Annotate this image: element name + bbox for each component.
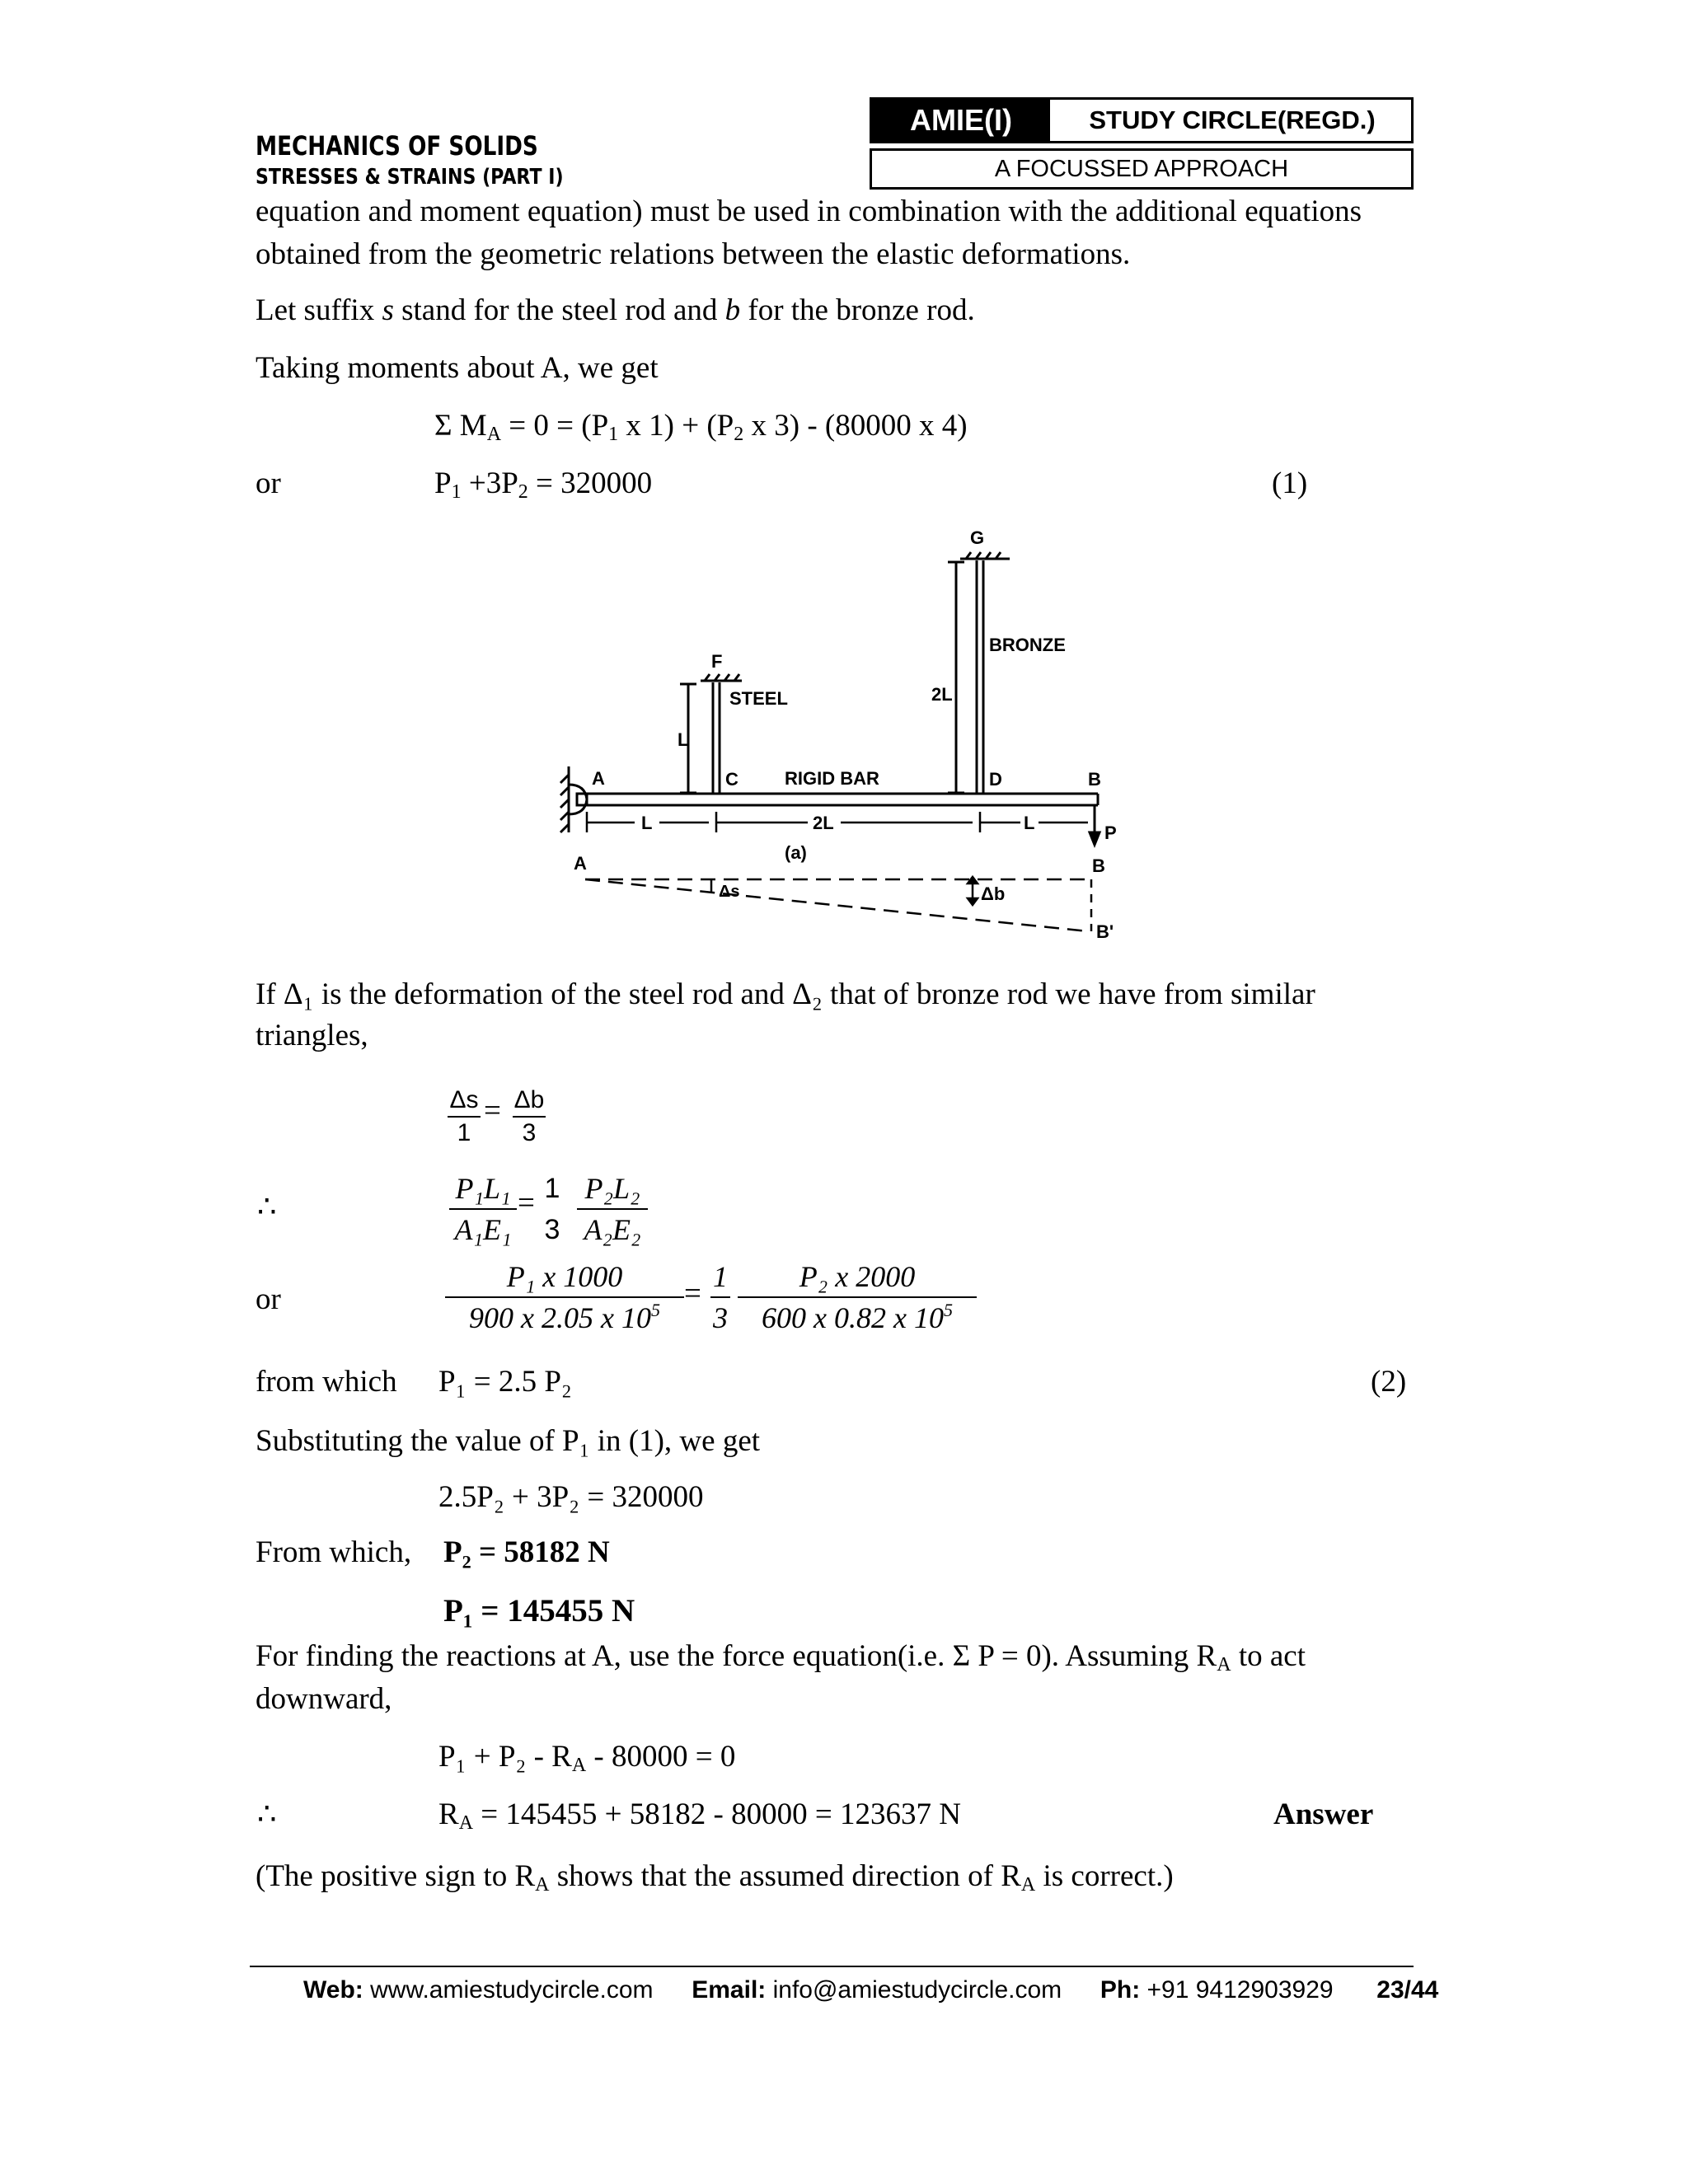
p2-result: P₂ = 58182 N <box>443 1535 610 1569</box>
text-span: s <box>382 293 394 327</box>
dimension-lines <box>587 812 1095 832</box>
label-c: C <box>725 769 738 790</box>
text-span: shows that the assumed direction of R <box>549 1859 1021 1893</box>
label-2l-vertical: 2L <box>931 684 953 705</box>
brand-left: AMIE(I) <box>872 100 1050 141</box>
label-l-vertical: L <box>678 729 689 750</box>
label-sub-a: (a) <box>785 842 807 863</box>
denominator: A₂E₂ <box>584 1213 641 1246</box>
text-span: for the bronze rod. <box>740 293 975 327</box>
deflected-shape <box>585 877 1091 931</box>
equation-number: (2) <box>1371 1365 1407 1399</box>
or-label: or <box>256 1282 281 1316</box>
load-arrow <box>1090 805 1100 845</box>
text-span: = 145455 + 58182 - 80000 = 123637 N <box>473 1797 961 1831</box>
denominator: A₁E₁ <box>454 1213 512 1246</box>
fraction-one-third-2 <box>710 1257 730 1338</box>
text-span: - 80000 = 0 <box>586 1740 736 1774</box>
label-d: D <box>989 769 1002 790</box>
text-span: +3P <box>461 466 518 500</box>
text-span: = 0 = (P <box>501 409 609 443</box>
therefore-symbol: ∴ <box>257 1797 277 1831</box>
numerator: P₂ x 2000 <box>799 1260 916 1293</box>
numerator: 1 <box>713 1260 728 1293</box>
numerator: Δb <box>513 1086 545 1113</box>
equation-2: P₁ = 2.5 P₂ <box>438 1365 572 1399</box>
brand-right: STUDY CIRCLE(REGD.) <box>1089 105 1376 134</box>
denominator: 3 <box>544 1214 560 1245</box>
label-g: G <box>970 527 985 548</box>
p1-result: P₁ = 145455 N <box>443 1593 635 1629</box>
from-which-label: From which, <box>256 1535 412 1569</box>
brand-box <box>870 97 1414 143</box>
subscript: A <box>571 1755 587 1776</box>
denominator: 1 <box>457 1119 471 1146</box>
text-span: R <box>438 1797 459 1831</box>
paragraph-line: downward, <box>256 1682 392 1716</box>
label-delta-s: Δs <box>719 883 740 901</box>
text-span: P₁ + P₂ - R <box>438 1740 572 1774</box>
fraction-bronze-values <box>738 1257 977 1338</box>
subscript: A <box>1217 1654 1231 1675</box>
text-span: is correct.) <box>1035 1859 1174 1893</box>
footer-web-link[interactable]: www.amiestudycircle.com <box>363 1976 654 2004</box>
equals-sign: = <box>518 1186 535 1220</box>
therefore-symbol: ∴ <box>257 1190 277 1224</box>
text-span: 900 x 2.05 x 10 <box>469 1301 651 1334</box>
exponent: 5 <box>943 1300 953 1320</box>
topic-title: STRESSES & STRAINS (PART I) <box>256 165 564 190</box>
rigid-bar <box>587 794 1098 805</box>
substitution-equation: 2.5P₂ + 3P₂ = 320000 <box>438 1480 704 1514</box>
text-span: x 1) + (P <box>618 409 734 443</box>
paragraph-line: triangles, <box>256 1019 368 1052</box>
from-which-label: from which <box>256 1365 397 1399</box>
label-dim-l2: L <box>1024 813 1035 833</box>
denominator: 3 <box>713 1301 728 1334</box>
denominator: 3 <box>522 1119 537 1146</box>
text-span: stand for the steel rod and <box>393 293 725 327</box>
footer-rule <box>250 1966 1414 1967</box>
paragraph-line <box>256 1638 1422 1675</box>
footer-phone: +91 9412903929 <box>1140 1976 1334 2004</box>
subscript: 2 <box>518 481 528 503</box>
footer <box>303 1976 1438 2004</box>
subscript: A <box>486 424 502 445</box>
subscript: 1 <box>608 424 619 445</box>
label-a: A <box>592 768 605 789</box>
equation-number: (1) <box>1272 466 1308 500</box>
label-dim-l1: L <box>641 813 653 833</box>
denominator <box>445 1298 684 1338</box>
numerator: Δs <box>449 1086 479 1113</box>
numerator: P₁L₁ <box>455 1172 511 1205</box>
or-label: or <box>256 466 281 500</box>
text-span: to act <box>1231 1639 1306 1673</box>
label-b2: B <box>1092 855 1105 876</box>
page-number: 23/44 <box>1376 1976 1439 2004</box>
text-span: For finding the reactions at A, use the force equation(i.e. Σ P = 0). Assuming R <box>256 1639 1217 1673</box>
equals-sign: = <box>484 1094 501 1127</box>
numerator: 1 <box>544 1173 560 1204</box>
text-span: (The positive sign to R <box>256 1859 536 1893</box>
paragraph-line: obtained from the geometric relations between the elastic deformations. <box>256 237 1131 271</box>
equals-sign: = <box>684 1277 701 1310</box>
footer-web-label: Web: <box>303 1976 363 2004</box>
subscript: 2 <box>734 424 744 445</box>
fraction-one-third <box>542 1169 562 1249</box>
text-span: b <box>724 293 741 327</box>
text-span: = 320000 <box>528 466 653 500</box>
tagline-box: A FOCUSSED APPROACH <box>870 148 1414 190</box>
label-a2: A <box>574 853 587 874</box>
label-rigid-bar: RIGID BAR <box>785 768 879 789</box>
label-dim-2l: 2L <box>813 813 834 833</box>
moment-equation <box>434 408 968 444</box>
numerator: P₁ x 1000 <box>506 1260 623 1293</box>
wall-support <box>560 766 587 832</box>
label-steel: STEEL <box>729 688 788 709</box>
denominator <box>738 1298 977 1338</box>
text-span: 600 x 0.82 x 10 <box>762 1301 944 1334</box>
bronze-rod <box>948 552 1010 794</box>
subscript: A <box>535 1874 550 1896</box>
exponent: 5 <box>650 1300 660 1320</box>
ratio-fraction-2 <box>513 1085 546 1149</box>
text-span: P <box>434 466 452 500</box>
paragraph-line: equation and moment equation) must be used in combination with the additional equations <box>256 194 1362 228</box>
label-b: B <box>1088 769 1101 790</box>
subject-title: MECHANICS OF SOLIDS <box>256 130 538 162</box>
label-p: P <box>1104 823 1117 843</box>
rigid-bar-figure <box>544 519 1137 948</box>
fraction-p2l2 <box>577 1169 648 1249</box>
footer-email-label: Email: <box>692 1976 767 2004</box>
label-delta-b: Δb <box>981 883 1006 904</box>
text-span: x 3) - (80000 x 4) <box>743 409 968 443</box>
answer-label: Answer <box>1273 1797 1374 1831</box>
text-span: Σ M <box>434 409 487 443</box>
subscript: 1 <box>451 481 462 503</box>
numerator: P₂L₂ <box>584 1172 640 1205</box>
paragraph-line: Substituting the value of P₁ in (1), we get <box>256 1424 761 1458</box>
paragraph-line: Taking moments about A, we get <box>256 351 659 385</box>
force-equation <box>438 1739 735 1775</box>
subscript: A <box>1020 1874 1036 1896</box>
paragraph-line <box>256 1858 1174 1895</box>
suffix-sentence <box>256 293 975 329</box>
reaction-equation <box>438 1797 961 1833</box>
fraction-steel-values <box>445 1257 684 1338</box>
footer-email-link[interactable]: info@amiestudycircle.com <box>766 1976 1062 2004</box>
paragraph-line: If Δ₁ is the deformation of the steel rod and Δ₂ that of bronze rod we have from similar <box>256 977 1315 1011</box>
label-b-prime: B' <box>1096 921 1114 942</box>
footer-phone-label: Ph: <box>1100 1976 1141 2004</box>
fraction-p1l1 <box>449 1169 517 1249</box>
equation-1 <box>434 466 652 502</box>
label-f: F <box>711 651 723 672</box>
ratio-fraction-1 <box>448 1085 481 1149</box>
text-span: Let suffix <box>256 293 382 327</box>
subscript: A <box>458 1812 474 1834</box>
label-bronze: BRONZE <box>989 635 1066 655</box>
